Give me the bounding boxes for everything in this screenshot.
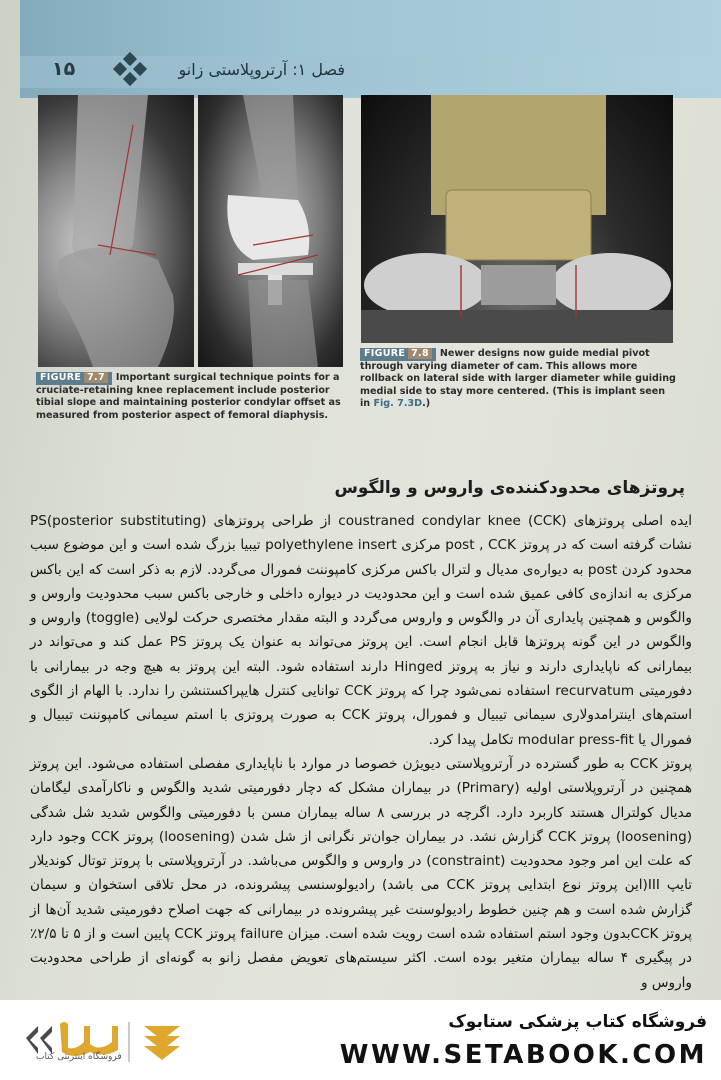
figure-7-7-xray-implant xyxy=(198,95,343,367)
figure-7-7-xray-lateral xyxy=(38,95,194,367)
xray-implant-drawing xyxy=(198,95,343,367)
body-text xyxy=(30,509,692,995)
logo-subtitle: فروشگاه اینترنتی کتاب xyxy=(36,1052,122,1062)
figure-7-7-badge: FIGURE 7.7 xyxy=(36,372,112,385)
diamond-ornament-icon xyxy=(112,54,148,86)
chapter-title: فصل ۱: آرتروپلاستی زانو xyxy=(178,60,345,79)
section-heading: پروتزهای محدودکننده‌ی واروس و والگوس xyxy=(334,478,685,498)
implant-photo-drawing xyxy=(361,95,673,343)
setabook-logo-icon xyxy=(20,1012,280,1072)
figure-reference-link[interactable]: Fig. 7.3D xyxy=(373,398,423,410)
figure-7-7-caption: FIGURE 7.7 Important surgical technique points for a cruciate-retaining knee replacement include posterior tibial slope and maintaining posterior condylar offset as measured from posterior aspect of femoral diaphysis. xyxy=(36,372,341,421)
shop-name: فروشگاه کتاب پزشکی ستابوک xyxy=(448,1012,707,1032)
paragraph: پروتز CCK به طور گسترده در آرتروپلاستی دیویژن خصوصا در موارد با ناپایداری مفصلی استفاده می‌شود. این پروتز همچنین در آرتروپلاستی اولیه (Primary) در بیماران مشکل که دچار دفورمیتی شدید والگوس و ناکارآمدی لیگامان مدیال کولترال هستند کاربرد دارد. اگرچه در بررسی ۸ ساله بیماران مسن با دفورمیتی والگوس شدید شل شدگی (loosening) پروتز CCK گزارش نشد. در بیماران جوان‌تر نگرانی از شل شدن (loosening) پروتز CCK وجود دارد که علت این امر وجود محدودیت (constraint) در واروس و والگوس می‌باشد. در آرتروپلاستی با پروتز توتال کوندیلار تایپ III(این پروتز نوع ابتدایی پروتز CCK می باشد) رادیولوسنسی پیشرونده، در محل تلاقی استخوان و سیمان گزارش شده است و هم چنین خطوط رادیولوسنت غیر پیشرونده در بیمارانی که جهت اصلاح دفورمیتی شدید آن‌ها از پروتز CCKبدون وجود استم استفاده شده است رویت شده است. میزان failure پروتز CCK پایین است و از ۵ تا ۲/۵٪ در پیگیری ۴ ساله بیماران متغیر بوده است. اکثر سیستم‌های تعویض مفصل زانو به گونه‌ای از طراحی محدودیت واروس و xyxy=(30,755,693,991)
setabook-logo[interactable] xyxy=(20,1012,280,1072)
figure-7-8-caption: FIGURE 7.8 Newer designs now guide medial pivot through varying diameter of cam. This allows more rollback on lateral side with larger diameter while guiding medial side to stay more centered. (This is implant seen in Fig. 7.3D.) xyxy=(360,348,676,410)
shop-url-link[interactable]: WWW.SETABOOK.COM xyxy=(339,1040,707,1070)
figure-7-8-badge: FIGURE 7.8 xyxy=(360,348,436,361)
figure-7-8-implant-photo xyxy=(361,95,673,343)
xray-lateral-drawing xyxy=(38,95,194,367)
footer-banner xyxy=(0,1000,721,1080)
page-number: ۱۵ xyxy=(52,58,76,80)
paragraph: ایده اصلی پروتزهای coustraned condylar knee (CCK) از طراحی پروتزهای PS(posterior substituting) نشات گرفته است که در پروتز post , CCK مرکزی polyethylene insert تیبیا بزرگ شده است و این موضوع سبب محدود کردن post به دیواره‌ی مدیال و لترال باکس مرکزی کامپوننت فمورال می‌گردد. لازم به ذکر است که این باکس مرکزی به اندازه‌ی کافی عمیق شده است و این محدودیت در دیواره داخلی و خارجی باکس سبب محدودیت واروس و والگوس و همچنین پایداری آن در والگوس و واروس می‌گردد و البته مقدار مختصری حرکت لولایی (toggle) واروس و والگوس در این گونه پروتزها قابل انجام است. این پروتز می‌تواند به عنوان یک پروتز PS عمل کند و می‌تواند در بیمارانی که ناپایداری دارند و نیاز به پروتز Hinged دارند استفاده شود. البته این پروتز به هیچ وجه در بیمارانی با دفورمیتی recurvatum استفاده نمی‌شود چرا که پروتز CCK توانایی کنترل هایپراکستنشن را ندارد. با الهام از الگوی استم‌های اینترامدولاری سیمانی تیبیال و فمورال، پروتز CCK به صورت پروتزی با استم سیمانی کامپوننت تیبیال و فمورال یا modular press-fit تکامل پیدا کرد. xyxy=(30,513,693,748)
